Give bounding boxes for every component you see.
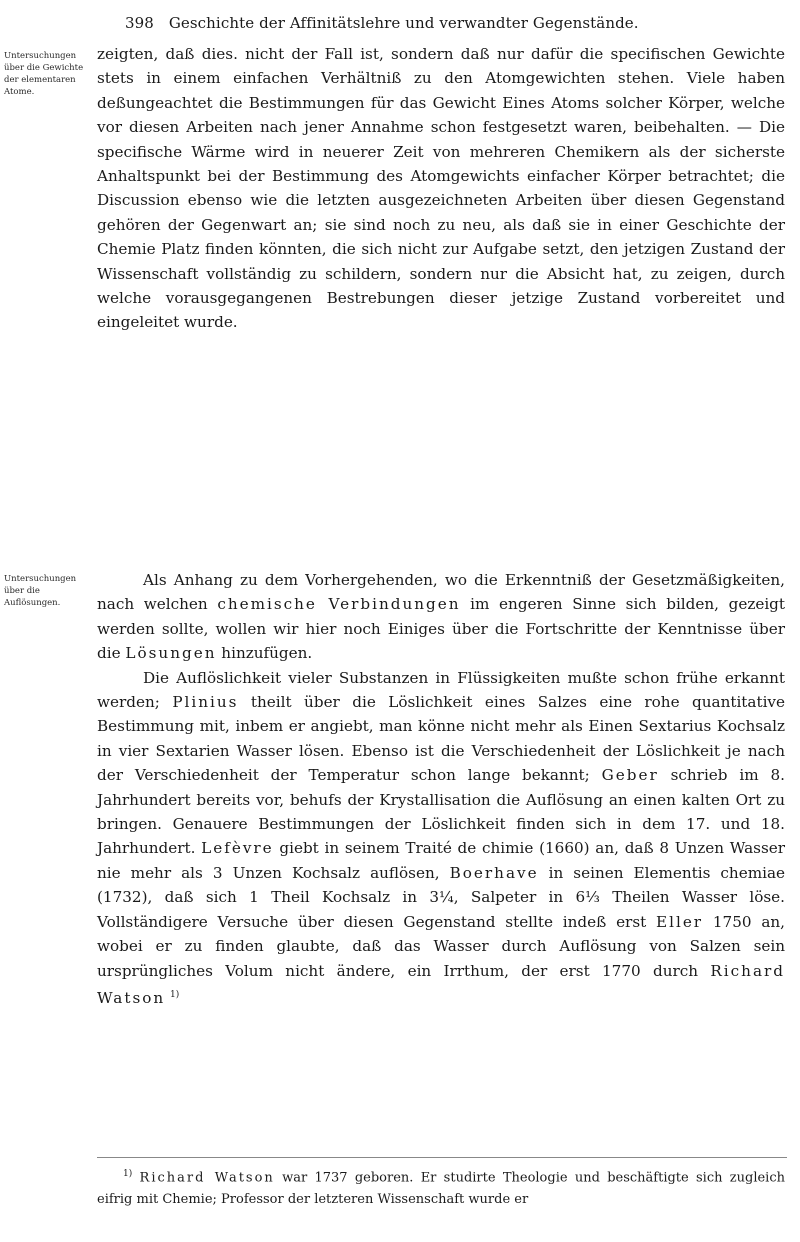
text-segment: Als Anhang zu dem Vorhergehenden, wo die Erkenntniß der Gesetzmäßigkeiten, nach welchen bbox=[97, 571, 785, 614]
main-text-block-1 bbox=[97, 42, 785, 335]
footnote-text bbox=[97, 1163, 785, 1211]
footnote-reference: 1) bbox=[170, 989, 180, 1000]
name-plinius: Plinius bbox=[172, 693, 239, 712]
emphasis-chemical-compounds: chemische Verbindungen bbox=[217, 595, 461, 614]
name-richard-watson: Richard Watson bbox=[97, 961, 785, 1007]
text-segment: giebt in seinem Traité de chimie (1660) an, daß 8 Unzen Wasser nie mehr als 3 Unzen Kochsalz auflösen, bbox=[97, 839, 785, 882]
text-segment: in seinen Elementis chemiae (1732), daß sich 1 Theil Kochsalz in 3¼, Salpeter in 6⅓ Theilen Wasser löse. Vollständigere Versuche über diesen Gegenstand stellte indeß erst bbox=[97, 863, 786, 931]
footnote-name: Richard Watson bbox=[139, 1170, 275, 1186]
margin-note-atomic-weights: Untersuchungen über die Gewichte der elementaren Atome. bbox=[4, 51, 84, 97]
footnote-divider bbox=[97, 1157, 787, 1158]
text-segment: 1750 an, wobei er zu finden glaubte, daß das Wasser durch Auflösung von Salzen sein ursprüngliches Volum nicht ändere, ein Irrthum, der erst 1770 durch bbox=[97, 912, 785, 980]
running-title: Geschichte der Affinitätslehre und verwandter Gegenstände. bbox=[168, 14, 639, 32]
footnote-marker: 1) bbox=[123, 1169, 133, 1179]
margin-note-solutions: Untersuchungen über die Auflösungen. bbox=[4, 574, 77, 608]
text-segment: im engeren Sinne sich bilden, gezeigt werden sollte, wollen wir hier noch Einiges über die Fortschritte der Kenntnisse über die bbox=[97, 595, 786, 663]
paragraph-solubility-history bbox=[97, 666, 785, 1011]
page-number: 398 bbox=[125, 14, 154, 32]
main-text-block-2 bbox=[97, 568, 785, 1010]
name-geber: Geber bbox=[601, 766, 659, 785]
text-segment: schrieb im 8. Jahrhundert bereits vor, behufs der Krystallisation die Auflösung an einen kalten Ort zu bringen. Genauere Bestimmungen der Löslichkeit finden sich in dem 17. und 18. Jahrhundert. bbox=[97, 766, 785, 858]
name-boerhave: Boerhave bbox=[449, 863, 539, 882]
footnote bbox=[97, 1163, 785, 1211]
emphasis-solutions: Lösungen bbox=[125, 644, 217, 663]
running-header bbox=[125, 14, 775, 32]
name-eller: Eller bbox=[656, 912, 704, 931]
text-segment: hinzufügen. bbox=[216, 644, 313, 663]
paragraph-atomic-weights: zeigten, daß dies. nicht der Fall ist, sondern daß nur dafür die specifischen Gewichte stets in einem einfachen Verhältniß zu den Atomgewichten stehen. Viele haben deßungeachtet die Bestimmungen für das Gewicht Eines Atoms solcher Körper, welche vor diesen Arbeiten nach jener Annahme schon festgesetzt waren, beibehalten. — Die specifische Wärme wird in neuerer Zeit von mehreren Chemikern als der sicherste Anhaltspunkt bei der Bestimmung des Atomgewichts einfacher Körper betrachtet; die Discussion ebenso wie die letzten ausgezeichneten Arbeiten über diesen Gegenstand gehören der Gegenwart an; sie sind noch zu neu, als daß sie in einer Geschichte der Chemie Platz finden könnten, die sich nicht zur Aufgabe setzt, den jetzigen Zustand der Wissenschaft vollständig zu schildern, sondern nur die Absicht hat, zu zeigen, durch welche vorausgegangenen Bestrebungen dieser jetzige Zustand vorbereitet und eingeleitet wurde. bbox=[97, 45, 785, 332]
text-segment: theilt über die Löslichkeit eines Salzes eine rohe quantitative Bestimmung mit, inbem er angiebt, man könne nicht mehr als Einen Sextarius Kochsalz in vier Sextarien Wasser lösen. Ebenso ist die Verschiedenheit der Löslichkeit je nach der Verschiedenheit der Temperatur schon lange bekannt; bbox=[97, 693, 785, 785]
footnote-body: war 1737 geboren. Er studirte Theologie und beschäftigte sich zugleich eifrig mit Chemie; Professor der letzteren Wissenschaft wurde er bbox=[97, 1170, 785, 1208]
paragraph-solutions-intro bbox=[97, 568, 785, 666]
name-lefevre: Lefèvre bbox=[201, 839, 274, 858]
text-segment: Die Auflöslichkeit vieler Substanzen in Flüssigkeiten mußte schon frühe erkannt werden; bbox=[97, 668, 785, 712]
